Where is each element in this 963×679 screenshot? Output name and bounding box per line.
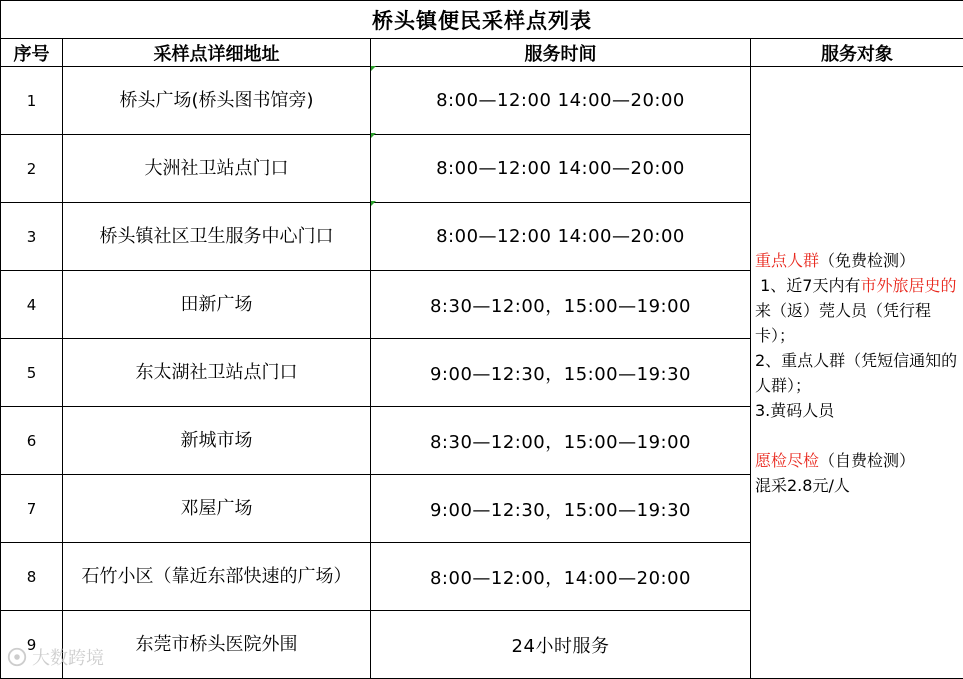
row-address: 桥头镇社区卫生服务中心门口 [63, 203, 371, 271]
row-address: 新城市场 [63, 407, 371, 475]
header-address: 采样点详细地址 [63, 39, 371, 67]
target-price: 混采2.8元/人 [755, 473, 963, 498]
key-group-note: （免费检测） [819, 251, 915, 270]
row-address: 东太湖社卫站点门口 [63, 339, 371, 407]
watermark [6, 644, 104, 670]
row-service-time: 8:00—12:00 14:00—20:00 [371, 135, 751, 203]
target-group-voluntary [755, 448, 963, 473]
spacer [755, 423, 963, 448]
row-index: 3 [1, 203, 63, 271]
row-index: 1 [1, 67, 63, 135]
row-address: 邓屋广场 [63, 475, 371, 543]
row-service-time: 9:00—12:30，15:00—19:30 [371, 339, 751, 407]
item1-text-a: 1、近7天内有 [760, 276, 860, 295]
watermark-text: 大数跨境 [32, 644, 104, 670]
cell-marker-icon [371, 66, 376, 71]
row-service-time: 8:00—12:00，14:00—20:00 [371, 543, 751, 611]
header-service-target: 服务对象 [751, 39, 963, 67]
key-group-label: 重点人群 [755, 251, 819, 270]
row-service-time: 24小时服务 [371, 611, 751, 679]
voluntary-note: （自费检测） [819, 451, 915, 470]
target-item-2: 2、重点人群（凭短信通知的人群）； [755, 348, 963, 398]
row-index: 8 [1, 543, 63, 611]
item1-text-red: 市外旅居史的 [860, 276, 956, 295]
service-target-cell [751, 67, 963, 679]
row-service-time: 8:00—12:00 14:00—20:00 [371, 67, 751, 135]
cell-marker-icon [371, 201, 376, 206]
target-item-1 [755, 273, 963, 348]
table-row [1, 67, 963, 135]
row-address: 田新广场 [63, 271, 371, 339]
table-title: 桥头镇便民采样点列表 [1, 1, 963, 39]
target-group-key [755, 248, 963, 273]
row-index: 7 [1, 475, 63, 543]
row-address: 桥头广场(桥头图书馆旁) [63, 67, 371, 135]
row-index: 4 [1, 271, 63, 339]
cell-marker-icon [371, 133, 376, 138]
header-index: 序号 [1, 39, 63, 67]
row-service-time: 8:30—12:00，15:00—19:00 [371, 407, 751, 475]
row-index: 9 [1, 611, 63, 679]
watermark-logo-icon [6, 646, 28, 668]
row-address: 大洲社卫站点门口 [63, 135, 371, 203]
row-service-time: 8:30—12:00，15:00—19:00 [371, 271, 751, 339]
row-service-time: 9:00—12:30，15:00—19:30 [371, 475, 751, 543]
target-item-3: 3.黄码人员 [755, 398, 963, 423]
row-index: 6 [1, 407, 63, 475]
voluntary-label: 愿检尽检 [755, 451, 819, 470]
row-address: 东莞市桥头医院外围 [63, 611, 371, 679]
header-service-time: 服务时间 [371, 39, 751, 67]
item1-text-b: 来（返）莞人员（凭行程卡）； [755, 301, 931, 345]
row-index: 2 [1, 135, 63, 203]
row-service-time: 8:00—12:00 14:00—20:00 [371, 203, 751, 271]
row-address: 石竹小区（靠近东部快速的广场） [63, 543, 371, 611]
row-index: 5 [1, 339, 63, 407]
